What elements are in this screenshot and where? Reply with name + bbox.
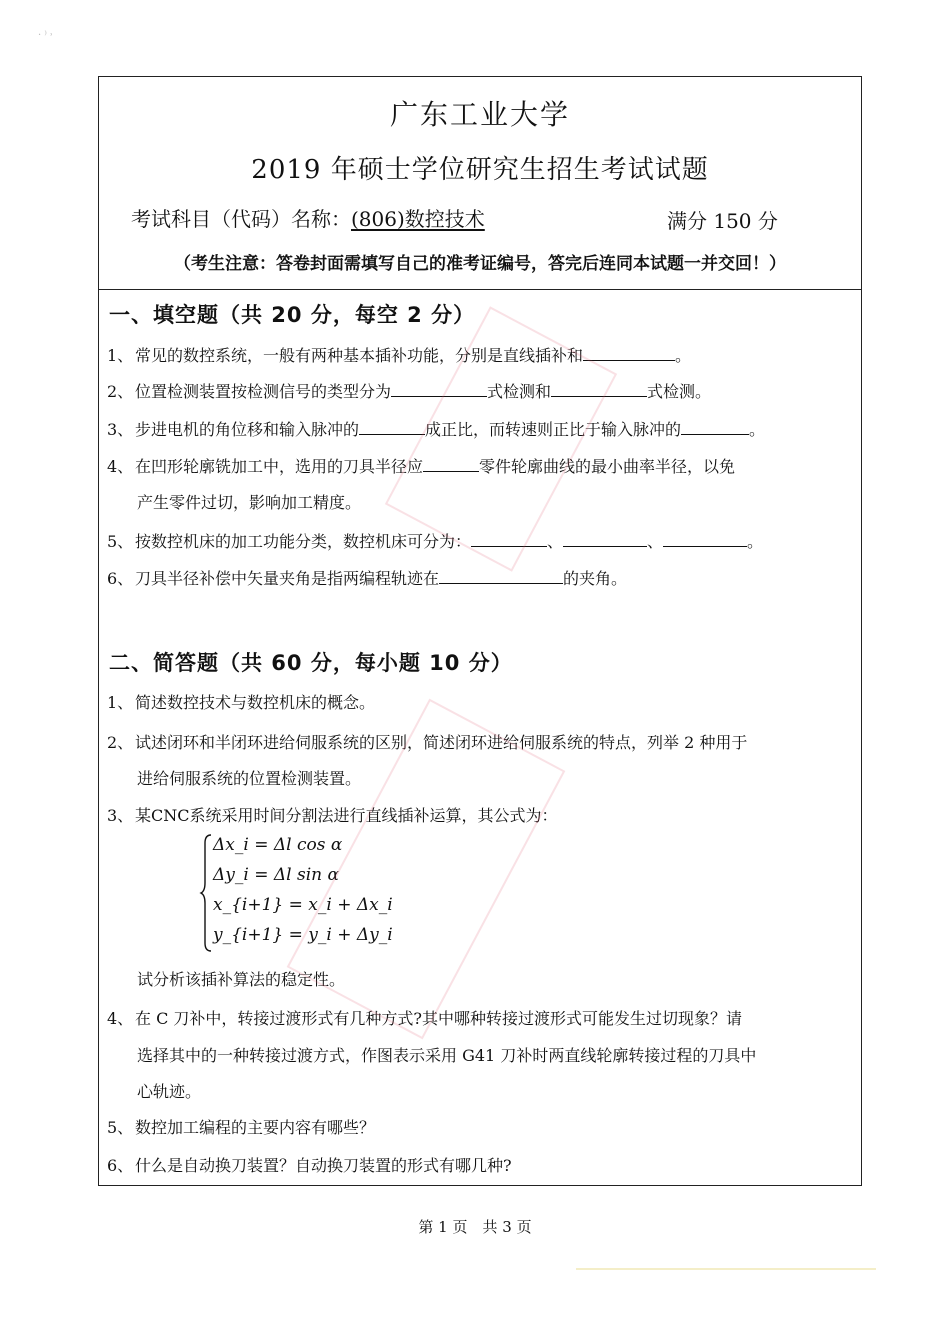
question-text: 在凹形轮廓铣加工中，选用的刀具半径应 <box>135 457 424 476</box>
question-text: 某CNC系统采用时间分割法进行直线插补运算，其公式为： <box>135 806 558 825</box>
scan-mark: · ⁾ ˒ <box>38 30 54 41</box>
question-text-end: 的夹角。 <box>563 569 628 588</box>
section2-title: 二、简答题（共 60 分，每小题 10 分） <box>109 651 513 675</box>
brace-icon <box>199 833 213 953</box>
question-number: 1、 <box>107 693 134 712</box>
question-text: 位置检测装置按检测信号的类型分为 <box>135 382 392 401</box>
question-number: 5、 <box>107 1118 134 1137</box>
subject-label: 考试科目（代码）名称： <box>131 207 351 231</box>
question-text: 简述数控技术与数控机床的概念。 <box>135 693 376 712</box>
short-question-3-continued: 试分析该插补算法的稳定性。 <box>137 970 346 989</box>
question-text: 数控加工编程的主要内容有哪些？ <box>135 1118 376 1137</box>
answer-blank <box>359 418 425 435</box>
exam-frame <box>98 76 862 1186</box>
short-question-4-continued-2: 心轨迹。 <box>137 1082 202 1101</box>
question-text: 什么是自动换刀装置？自动换刀装置的形式有哪几种? <box>135 1156 512 1175</box>
short-question-2-continued: 进给伺服系统的位置检测装置。 <box>137 769 362 788</box>
subject-row <box>131 203 485 232</box>
exam-title: 2019 年硕士学位研究生招生考试试题 <box>251 155 709 185</box>
question-number: 3、 <box>107 806 134 825</box>
formula-line-4: y_{i+1} = y_i + Δy_i <box>213 925 393 945</box>
question-number: 1、 <box>107 346 134 365</box>
question-text: 按数控机床的加工功能分类，数控机床可分为： <box>135 532 472 551</box>
question-number: 3、 <box>107 420 134 439</box>
question-number: 2、 <box>107 733 134 752</box>
subject-value: (806)数控技术 <box>351 207 485 231</box>
answer-blank <box>663 530 747 547</box>
fill-question-6 <box>107 566 627 592</box>
fill-question-2 <box>107 379 711 405</box>
question-text-end: 式检测。 <box>647 382 712 401</box>
separator: 、 <box>547 532 564 551</box>
question-text: 试述闭环和半闭环进给伺服系统的区别，简述闭环进给伺服系统的特点，列举 2 种用于 <box>135 733 748 752</box>
exam-notice: （考生注意：答卷封面需填写自己的准考证编号，答完后连同本试题一并交回！） <box>174 254 786 274</box>
question-number: 5、 <box>107 532 134 551</box>
full-score: 满分 150 分 <box>667 209 778 233</box>
question-text: 在 C 刀补中，转接过渡形式有几种方式?其中哪种转接过渡形式可能发生过切现象？请 <box>135 1009 742 1028</box>
formula-line-2: Δy_i = Δl sin α <box>213 865 339 885</box>
answer-blank <box>563 530 647 547</box>
short-question-1 <box>107 690 375 716</box>
fill-question-1 <box>107 343 691 369</box>
question-number: 6、 <box>107 569 134 588</box>
question-number: 6、 <box>107 1156 134 1175</box>
question-text-end: 。 <box>747 532 764 551</box>
short-question-5 <box>107 1115 375 1141</box>
fill-question-5 <box>107 529 763 555</box>
section1-title: 一、填空题（共 20 分，每空 2 分） <box>109 303 476 327</box>
answer-blank <box>439 567 563 584</box>
school-name: 广东工业大学 <box>389 98 570 131</box>
formula-line-3: x_{i+1} = x_i + Δx_i <box>213 895 393 915</box>
scan-artifact <box>576 1268 876 1270</box>
question-number: 4、 <box>107 1009 134 1028</box>
page-footer: 第 1 页 共 3 页 <box>418 1218 532 1236</box>
formula-line-1: Δx_i = Δl cos α <box>213 835 343 855</box>
question-text-end: 。 <box>675 346 692 365</box>
question-text-end: 。 <box>749 420 766 439</box>
answer-blank <box>583 344 675 361</box>
question-number: 4、 <box>107 457 134 476</box>
question-text-mid: 成正比，而转速则正比于输入脉冲的 <box>425 420 682 439</box>
short-question-4-continued: 选择其中的一种转接过渡方式，作图表示采用 G41 刀补时两直线轮廓转接过程的刀具中 <box>137 1046 757 1065</box>
separator: 、 <box>647 532 664 551</box>
question-text: 常见的数控系统，一般有两种基本插补功能，分别是直线插补和 <box>135 346 584 365</box>
question-text: 刀具半径补偿中矢量夹角是指两编程轨迹在 <box>135 569 440 588</box>
exam-header <box>99 77 861 290</box>
question-text-mid: 式检测和 <box>487 382 552 401</box>
fill-question-4-continued: 产生零件过切，影响加工精度。 <box>137 493 362 512</box>
short-question-6 <box>107 1153 512 1179</box>
question-text: 步进电机的角位移和输入脉冲的 <box>135 420 360 439</box>
question-number: 2、 <box>107 382 134 401</box>
question-text-mid: 零件轮廓曲线的最小曲率半径，以免 <box>479 457 736 476</box>
answer-blank <box>681 418 749 435</box>
